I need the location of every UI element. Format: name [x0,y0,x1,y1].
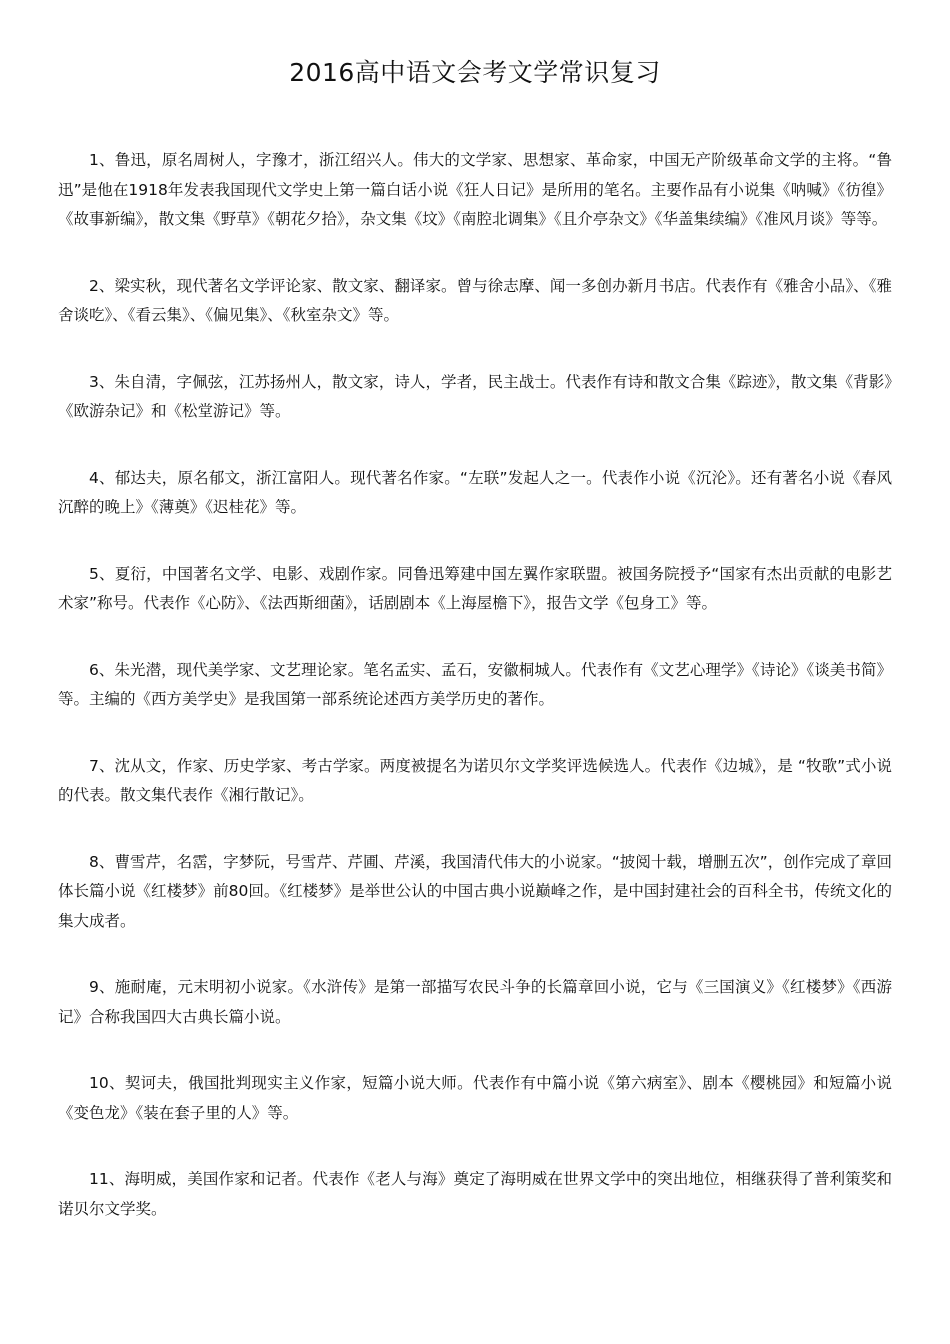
paragraph-3: 3、朱自清，字佩弦，江苏扬州人，散文家，诗人，学者，民主战士。代表作有诗和散文合集《踪迹》，散文集《背影》《欧游杂记》和《松堂游记》等。 [58,372,892,420]
paragraph-4: 4、郁达夫，原名郁文，浙江富阳人。现代著名作家。“左联”发起人之一。代表作小说《沉沦》。还有著名小说《春风沉醉的晚上》《薄奠》《迟桂花》等。 [58,468,892,516]
paragraph-1: 1、鲁迅，原名周树人，字豫才，浙江绍兴人。伟大的文学家、思想家、革命家，中国无产阶级革命文学的主将。“鲁迅”是他在1918年发表我国现代文学史上第一篇白话小说《狂人日记》是所用的笔名。主要作品有小说集《呐喊》《彷徨》《故事新编》，散文集《野草》《朝花夕拾》，杂文集《坟》《南腔北调集》《且介亭杂文》《华盖集续编》《准风月谈》等等。 [58,151,892,228]
paragraph-11: 11、海明威，美国作家和记者。代表作《老人与海》奠定了海明威在世界文学中的突出地位，相继获得了普利策奖和诺贝尔文学奖。 [58,1170,892,1218]
page-title: 2016高中语文会考文学常识复习 [289,58,661,87]
paragraph-8: 8、曹雪芹，名霑，字梦阮，号雪芹、芹圃、芹溪，我国清代伟大的小说家。“披阅十载，增删五次”，创作完成了章回体长篇小说《红楼梦》前80回。《红楼梦》是举世公认的中国古典小说巅峰之作，是中国封建社会的百科全书，传统文化的集大成者。 [58,852,892,930]
paragraph-6: 6、朱光潜，现代美学家、文艺理论家。笔名孟实、孟石，安徽桐城人。代表作有《文艺心理学》《诗论》《谈美书简》等。主编的《西方美学史》是我国第一部系统论述西方美学历史的著作。 [58,660,892,708]
paragraph-2: 2、梁实秋，现代著名文学评论家、散文家、翻译家。曾与徐志摩、闻一多创办新月书店。代表作有《雅舍小品》、《雅舍谈吃》、《看云集》、《偏见集》、《秋室杂文》等。 [58,276,892,324]
paragraph-9: 9、施耐庵，元末明初小说家。《水浒传》是第一部描写农民斗争的长篇章回小说，它与《三国演义》《红楼梦》《西游记》合称我国四大古典长篇小说。 [58,978,892,1026]
paragraph-10: 10、契诃夫，俄国批判现实主义作家，短篇小说大师。代表作有中篇小说《第六病室》、剧本《樱桃园》和短篇小说《变色龙》《装在套子里的人》等。 [58,1074,892,1122]
document-body [58,146,892,1261]
paragraph-5: 5、夏衍，中国著名文学、电影、戏剧作家。同鲁迅筹建中国左翼作家联盟。被国务院授予“国家有杰出贡献的电影艺术家”称号。代表作《心防》、《法西斯细菌》，话剧剧本《上海屋檐下》，报告文学《包身工》等。 [58,564,892,612]
paragraph-7: 7、沈从文，作家、历史学家、考古学家。两度被提名为诺贝尔文学奖评选候选人。代表作《边城》，是 “牧歌”式小说的代表。散文集代表作《湘行散记》。 [58,756,892,804]
